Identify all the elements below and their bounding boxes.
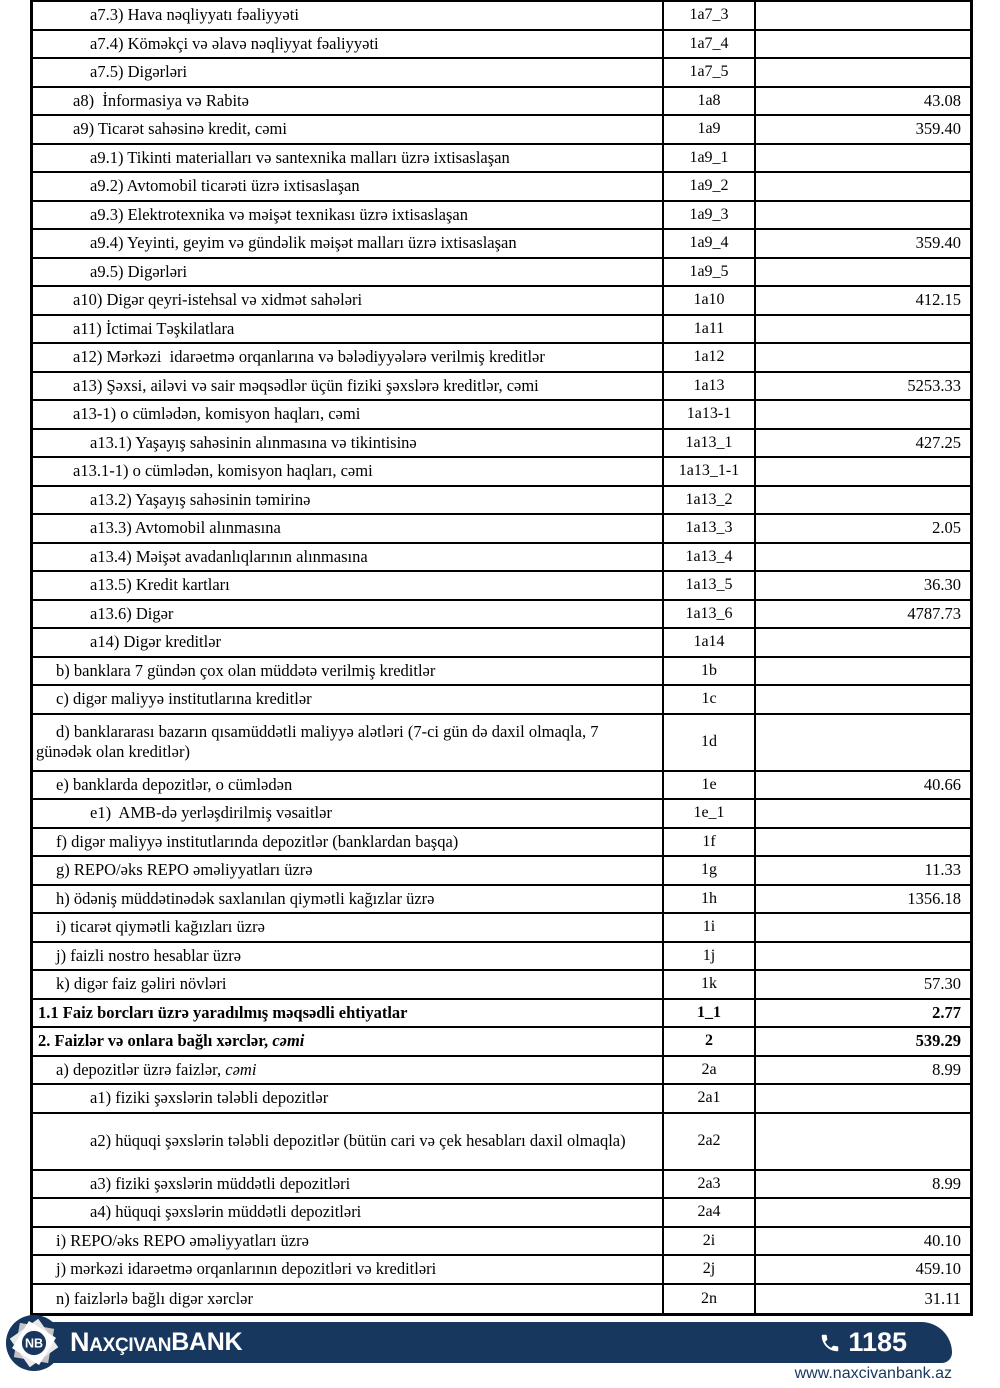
row-label: a12) Mərkəzi idarəetmə orqanlarına və bələdiyyələrə verilmiş kreditlər	[73, 347, 545, 367]
row-value	[756, 800, 970, 827]
row-code: 1a13_1-1	[664, 458, 756, 485]
table-row	[33, 344, 970, 373]
row-code: 1a8	[664, 88, 756, 115]
phone-icon	[819, 1332, 841, 1354]
row-code: 2i	[664, 1228, 756, 1255]
row-label-cell	[33, 1028, 664, 1055]
row-label-cell	[33, 971, 664, 998]
report-table	[30, 0, 973, 1316]
table-row	[33, 1000, 970, 1029]
row-label: a13.5) Kredit kartları	[90, 575, 230, 595]
row-label-cell	[33, 1114, 664, 1169]
row-label-cell	[33, 943, 664, 970]
row-code: 2j	[664, 1256, 756, 1283]
row-label: a13-1) o cümlədən, komisyon haqları, cəmi	[73, 404, 361, 424]
row-value	[756, 458, 970, 485]
row-value	[756, 1085, 970, 1112]
row-label-cell	[33, 886, 664, 913]
row-code: 1e_1	[664, 800, 756, 827]
row-label: j) faizli nostro hesablar üzrə	[56, 945, 242, 965]
row-code: 1a13-1	[664, 401, 756, 428]
row-label: i) ticarət qiymətli kağızları üzrə	[56, 917, 265, 937]
row-code: 1a7_5	[664, 59, 756, 86]
row-label-cell	[33, 316, 664, 343]
row-label-cell	[33, 1000, 664, 1027]
table-row	[33, 715, 970, 772]
table-row	[33, 145, 970, 174]
row-code: 2a2	[664, 1114, 756, 1169]
row-value: 40.10	[923, 1230, 961, 1250]
row-label-cell	[33, 344, 664, 371]
table-row	[33, 202, 970, 231]
row-value	[756, 401, 970, 428]
row-label-cell	[33, 173, 664, 200]
row-label-cell	[33, 601, 664, 628]
row-label: a13.2) Yaşayış sahəsinin təmirinə	[90, 489, 311, 509]
row-label: a10) Digər qeyri-istehsal və xidmət sahələri	[73, 290, 363, 310]
row-label: a7.3) Hava nəqliyyatı fəaliyyəti	[90, 5, 299, 25]
table-row	[33, 1199, 970, 1228]
row-label: a14) Digər kreditlər	[90, 632, 222, 652]
row-value: 57.30	[923, 974, 961, 994]
row-label: a13.6) Digər	[90, 603, 174, 623]
phone-number: 1185	[848, 1327, 907, 1357]
table-row	[33, 59, 970, 88]
row-value	[756, 59, 970, 86]
row-label: a13.1-1) o cümlədən, komisyon haqları, cəmi	[73, 461, 373, 481]
row-code: 1e	[664, 772, 756, 799]
table-row	[33, 259, 970, 288]
row-value: 359.40	[915, 119, 961, 139]
table-row	[33, 430, 970, 459]
table-row	[33, 1085, 970, 1114]
table-row	[33, 914, 970, 943]
table-row	[33, 88, 970, 117]
row-label: a13) Şəxsi, ailəvi və sair məqsədlər üçün fiziki şəxslərə kreditlər, cəmi	[73, 375, 539, 395]
table-row	[33, 544, 970, 573]
row-code: 1_1	[664, 1000, 756, 1027]
table-row	[33, 686, 970, 715]
row-label: a9.3) Elektrotexnika və məişət texnikası üzrə ixtisaslaşan	[90, 204, 469, 224]
row-code: 1a14	[664, 629, 756, 656]
table-row	[33, 31, 970, 60]
row-label-emphasis: cəmi	[225, 1059, 257, 1079]
footer-bar	[40, 1322, 952, 1363]
row-label: e1) AMB-də yerləşdirilmiş vəsaitlər	[90, 803, 332, 823]
row-label: a4) hüquqi şəxslərin müddətli depozitləri	[90, 1202, 362, 1222]
row-code: 1a12	[664, 344, 756, 371]
row-label-cell	[33, 1285, 664, 1314]
row-value: 539.29	[915, 1031, 961, 1051]
row-code: 1i	[664, 914, 756, 941]
row-value	[756, 1199, 970, 1226]
row-label-cell	[33, 373, 664, 400]
row-code: 1a13_6	[664, 601, 756, 628]
table-row	[33, 1285, 970, 1314]
table-row	[33, 829, 970, 858]
row-label: c) digər maliyyə institutlarına kreditlər	[56, 689, 312, 709]
table-row	[33, 458, 970, 487]
bank-logo-icon	[5, 1314, 63, 1372]
row-label-cell	[33, 1057, 664, 1084]
row-value: 36.30	[923, 575, 961, 595]
row-label: a9.1) Tikinti materialları və santexnika malları üzrə ixtisaslaşan	[90, 147, 510, 167]
table-row	[33, 287, 970, 316]
row-code: 1a13_5	[664, 572, 756, 599]
row-code: 1a13_2	[664, 487, 756, 514]
row-label-cell	[33, 857, 664, 884]
row-label: a7.4) Köməkçi və əlavə nəqliyyat fəaliyyəti	[90, 33, 379, 53]
row-label: g) REPO/əks REPO əməliyyatları üzrə	[56, 860, 313, 880]
row-label-cell	[33, 1199, 664, 1226]
row-label: a11) İctimai Təşkilatlara	[73, 318, 235, 338]
row-code: 1a10	[664, 287, 756, 314]
table-row	[33, 1228, 970, 1257]
table-row	[33, 886, 970, 915]
row-value	[756, 943, 970, 970]
row-label: a7.5) Digərləri	[90, 62, 188, 82]
row-label-cell	[33, 88, 664, 115]
row-value	[756, 145, 970, 172]
row-label-cell	[33, 59, 664, 86]
row-label: i) REPO/əks REPO əməliyyatları üzrə	[56, 1230, 309, 1250]
row-value	[756, 715, 970, 770]
row-label-cell	[33, 401, 664, 428]
row-value: 5253.33	[907, 375, 961, 395]
row-code: 1a9_5	[664, 259, 756, 286]
row-label: a9.5) Digərləri	[90, 261, 188, 281]
row-value: 427.25	[915, 432, 961, 452]
row-label: 2. Faizlər və onlara bağlı xərclər,	[38, 1031, 273, 1051]
row-value: 459.10	[915, 1259, 961, 1279]
table-row	[33, 800, 970, 829]
row-label-cell	[33, 145, 664, 172]
row-label: a13.1) Yaşayış sahəsinin alınmasına və tikintisinə	[90, 432, 417, 452]
row-code: 1a7_4	[664, 31, 756, 58]
row-code: 1b	[664, 658, 756, 685]
row-code: 2a1	[664, 1085, 756, 1112]
row-label-cell	[33, 772, 664, 799]
table-row	[33, 857, 970, 886]
row-label-cell	[33, 458, 664, 485]
table-row	[33, 1057, 970, 1086]
table-row	[33, 487, 970, 516]
row-value	[756, 259, 970, 286]
row-label-cell	[33, 1171, 664, 1198]
row-value	[756, 914, 970, 941]
row-value: 2.77	[932, 1002, 961, 1022]
row-label-cell	[33, 287, 664, 314]
row-value	[756, 2, 970, 29]
row-value: 4787.73	[907, 603, 961, 623]
row-label: f) digər maliyyə institutlarında depozitlər (banklardan başqa)	[56, 831, 459, 851]
row-code: 1g	[664, 857, 756, 884]
row-label-cell	[33, 230, 664, 257]
table-row	[33, 373, 970, 402]
row-label-cell	[33, 686, 664, 713]
row-code: 1a9_4	[664, 230, 756, 257]
row-label: n) faizlərlə bağlı digər xərclər	[56, 1288, 253, 1308]
row-value: 43.08	[923, 90, 961, 110]
row-code: 1c	[664, 686, 756, 713]
table-row	[33, 230, 970, 259]
phone-block	[819, 1322, 907, 1363]
brand-name-prefix: Naxçıvan	[70, 1327, 172, 1357]
row-label-cell	[33, 572, 664, 599]
row-code: 2n	[664, 1285, 756, 1314]
row-value: 31.11	[924, 1288, 961, 1308]
row-code: 2a	[664, 1057, 756, 1084]
row-label: a9.4) Yeyinti, geyim və gündəlik məişət malları üzrə ixtisaslaşan	[90, 233, 517, 253]
row-label: k) digər faiz gəliri növləri	[56, 974, 227, 994]
table-row	[33, 658, 970, 687]
row-label: a1) fiziki şəxslərin tələbli depozitlər	[90, 1088, 329, 1108]
row-value	[756, 202, 970, 229]
row-value	[756, 173, 970, 200]
row-label-cell	[33, 202, 664, 229]
table-row	[33, 572, 970, 601]
row-code: 2	[664, 1028, 756, 1055]
table-row	[33, 1114, 970, 1171]
row-value: 8.99	[932, 1173, 961, 1193]
row-label-cell	[33, 829, 664, 856]
row-value	[756, 1114, 970, 1169]
row-value	[756, 544, 970, 571]
row-code: 1a9_3	[664, 202, 756, 229]
row-label: 1.1 Faiz borcları üzrə yaradılmış məqsədli ehtiyatlar	[38, 1002, 408, 1022]
row-label-cell	[33, 1228, 664, 1255]
row-code: 2a4	[664, 1199, 756, 1226]
row-label: a8) İnformasiya və Rabitə	[73, 90, 249, 110]
row-value: 11.33	[924, 860, 961, 880]
row-label-cell	[33, 487, 664, 514]
row-value: 8.99	[932, 1059, 961, 1079]
row-code: 1k	[664, 971, 756, 998]
row-value	[756, 686, 970, 713]
table-row	[33, 1256, 970, 1285]
row-label-cell	[33, 430, 664, 457]
table-row	[33, 2, 970, 31]
row-code: 1h	[664, 886, 756, 913]
table-row	[33, 601, 970, 630]
row-label: a9.2) Avtomobil ticarəti üzrə ixtisaslaşan	[90, 176, 360, 196]
row-value: 1356.18	[907, 888, 961, 908]
row-code: 1a13_1	[664, 430, 756, 457]
row-value	[756, 658, 970, 685]
row-label: a) depozitlər üzrə faizlər,	[56, 1059, 226, 1079]
table-row	[33, 515, 970, 544]
table-row	[33, 1028, 970, 1057]
brand-name	[70, 1322, 242, 1363]
row-code: 1j	[664, 943, 756, 970]
row-value: 412.15	[915, 290, 961, 310]
row-label: a13.4) Məişət avadanlıqlarının alınmasına	[90, 546, 368, 566]
row-code: 1a13	[664, 373, 756, 400]
table-row	[33, 943, 970, 972]
row-label: j) mərkəzi idarəetmə orqanlarının depozitləri və kreditləri	[56, 1259, 437, 1279]
brand-name-suffix: BANK	[171, 1328, 243, 1356]
row-label-cell	[33, 2, 664, 29]
bank-logo-monogram: NB	[24, 1336, 44, 1351]
website-link: www.naxcivanbank.az	[794, 1365, 952, 1382]
row-value	[756, 344, 970, 371]
row-label-emphasis: cəmi	[272, 1031, 305, 1051]
row-label-cell	[33, 544, 664, 571]
row-label: d) banklararası bazarın qısamüddətli maliyyə alətləri (7-ci gün də daxil olmaqla, 7 günədək olan kreditlər)	[36, 721, 599, 761]
row-label-cell	[33, 259, 664, 286]
row-label: a3) fiziki şəxslərin müddətli depozitləri	[90, 1173, 351, 1193]
row-label-cell	[33, 1256, 664, 1283]
table-row	[33, 116, 970, 145]
row-value	[756, 31, 970, 58]
row-code: 2a3	[664, 1171, 756, 1198]
row-value: 2.05	[932, 518, 961, 538]
bank-logo	[5, 1314, 63, 1372]
table-row	[33, 316, 970, 345]
table-row	[33, 401, 970, 430]
row-label: a9) Ticarət sahəsinə kredit, cəmi	[73, 119, 287, 139]
table-row	[33, 173, 970, 202]
row-code: 1a11	[664, 316, 756, 343]
table-row	[33, 1171, 970, 1200]
row-value	[756, 316, 970, 343]
row-label-cell	[33, 515, 664, 542]
row-code: 1a9_1	[664, 145, 756, 172]
row-value	[756, 629, 970, 656]
row-label-cell	[33, 715, 664, 770]
row-value	[756, 829, 970, 856]
row-value: 359.40	[915, 233, 961, 253]
row-code: 1a9	[664, 116, 756, 143]
row-label-cell	[33, 629, 664, 656]
row-code: 1f	[664, 829, 756, 856]
table-row	[33, 971, 970, 1000]
row-label-cell	[33, 1085, 664, 1112]
row-code: 1a9_2	[664, 173, 756, 200]
row-value	[756, 487, 970, 514]
row-label-cell	[33, 914, 664, 941]
row-code: 1a13_3	[664, 515, 756, 542]
row-code: 1d	[664, 715, 756, 770]
row-label-cell	[33, 116, 664, 143]
row-label-cell	[33, 658, 664, 685]
row-label: a13.3) Avtomobil alınmasına	[90, 518, 281, 538]
row-code: 1a7_3	[664, 2, 756, 29]
row-code: 1a13_4	[664, 544, 756, 571]
table-row	[33, 772, 970, 801]
row-value: 40.66	[923, 774, 961, 794]
row-label: a2) hüquqi şəxslərin tələbli depozitlər (bütün cari və çek hesabları daxil olmaqla)	[90, 1130, 626, 1150]
table-row	[33, 629, 970, 658]
row-label: e) banklarda depozitlər, o cümlədən	[56, 774, 293, 794]
row-label: h) ödəniş müddətinədək saxlanılan qiymətli kağızlar üzrə	[56, 888, 435, 908]
row-label-cell	[33, 31, 664, 58]
row-label-cell	[33, 800, 664, 827]
row-label: b) banklara 7 gündən çox olan müddətə verilmiş kreditlər	[56, 660, 436, 680]
